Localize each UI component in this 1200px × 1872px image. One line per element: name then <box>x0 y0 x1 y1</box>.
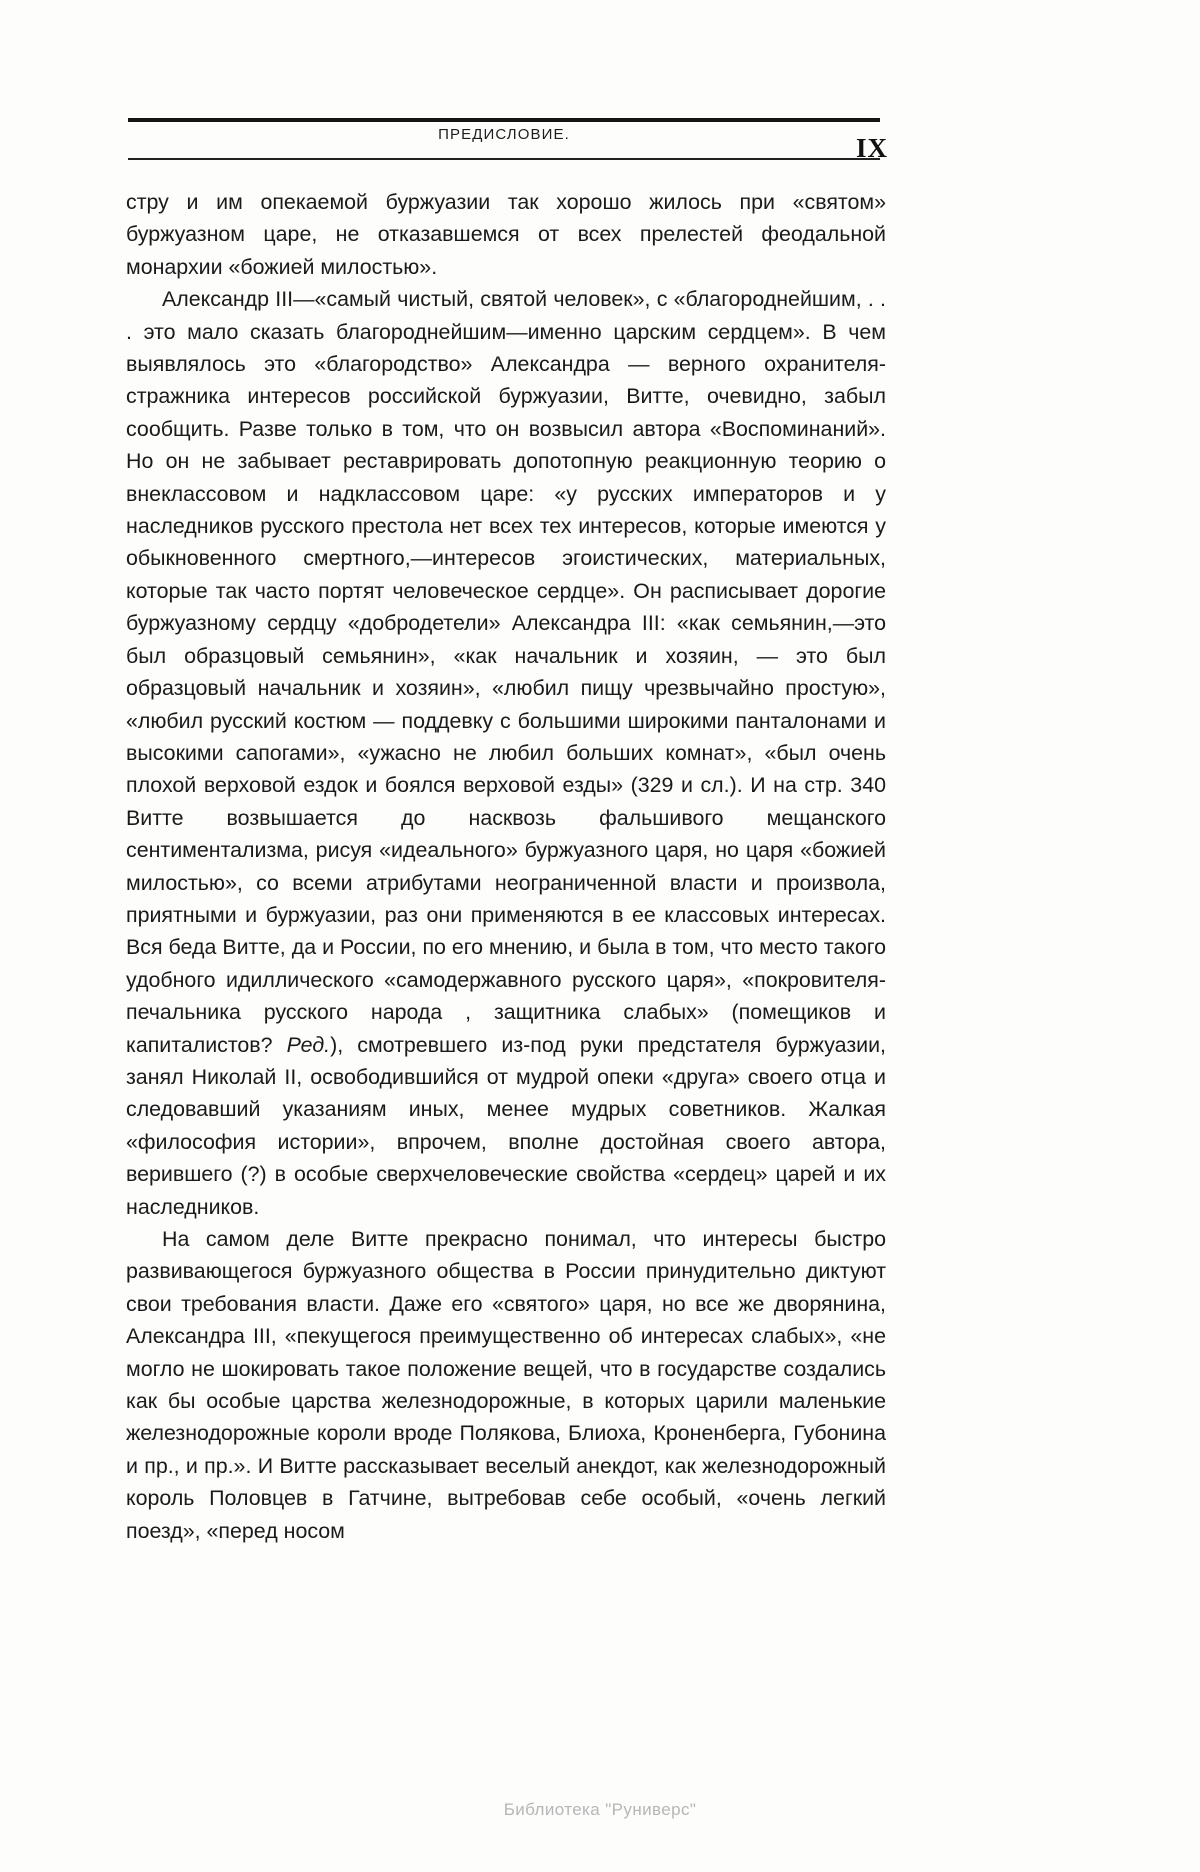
paragraph-3: На самом деле Витте прекрасно понимал, что интересы быстро развивающегося буржуазного общества в России принудительно диктуют свои требования власти. Даже его «святого» царя, но все же дворянина, Александра III, «пекущегося преимущественно об интересах слабых», «не могло не шокировать такое положение вещей, что в государстве создались как бы особые царства железнодорожные, в которых царили маленькие железнодорожные короли вроде Полякова, Блиоха, Кроненберга, Губонина и пр., и пр.». И Витте рассказывает веселый анекдот, как железнодорожный король Половцев в Гатчине, вытребовав себе особый, «очень легкий поезд», «перед носом <box>126 1227 886 1543</box>
library-watermark: Библиотека "Руниверс" <box>503 1800 697 1819</box>
page-header <box>128 118 880 160</box>
paragraph-2-part-2: ), смотревшего из-под руки предстателя буржуазии, занял Николай II, освободившийся от мудрой опеки «друга» своего отца и следовавший указаниям иных, менее мудрых советников. Жалкая «философия истории», впрочем, вполне достойная своего автора, верившего (?) в особые сверхчеловеческие свойства «сердец» царей и их наследников. <box>126 1032 886 1219</box>
body-text <box>126 186 886 1547</box>
paragraph-2 <box>126 283 886 1223</box>
header-rule-thick <box>128 118 880 122</box>
running-title: ПРЕДИСЛОВИЕ. <box>438 126 570 143</box>
page-number: IX <box>856 133 889 163</box>
paragraph-1: стру и им опекаемой буржуазии так хорошо жилось при «святом» буржуазном царе, не отказавшемся от всех прелестей феодальной монархии «божией милостью». <box>126 190 886 279</box>
header-rule-thin <box>128 158 880 160</box>
paragraph-2-part-1: Александр III—«самый чистый, святой человек», с «благороднейшим, . . . это мало сказать благороднейшим—именно царским сердцем». В чем выявлялось это «благородство» Александра — верного охранителя-стражника интересов российской буржуазии, Витте, очевидно, забыл сообщить. Разве только в том, что он возвысил автора «Воспоминаний». Но он не забывает реставрировать допотопную реакционную теорию о внеклассовом и надклассовом царе: «у русских императоров и у наследников русского престола нет всех тех интересов, которые имеются у обыкновенного смертного,—интересов эгоистических, материальных, которые так часто портят человеческое сердце». Он расписывает дорогие буржуазному сердцу «добродетели» Александра III: «как семьянин,—это был образцовый семьянин», «как начальник и хозяин, — это был образцовый начальник и хозяин», «любил пищу чрезвычайно простую», «любил русский костюм — поддевку с большими широкими панталонами и высокими сапогами», «ужасно не любил больших комнат», «был очень плохой верховой ездок и боялся верховой езды» (329 и сл.). И на стр. 340 Витте возвышается до насквозь фальшивого мещанского сентиментализма, рисуя «идеального» буржуазного царя, но царя «божией милостью», со всеми атрибутами неограниченной власти и произвола, приятными и буржуазии, раз они применяются в ее классовых интересах. Вся беда Витте, да и России, по его мнению, и была в том, что место такого удобного идиллического «самодержавного русского царя», «покровителя-печальника русского народа , защитника слабых» (помещиков и капиталистов? <box>126 287 886 1057</box>
editor-note-italic: Ред. <box>286 1032 331 1057</box>
